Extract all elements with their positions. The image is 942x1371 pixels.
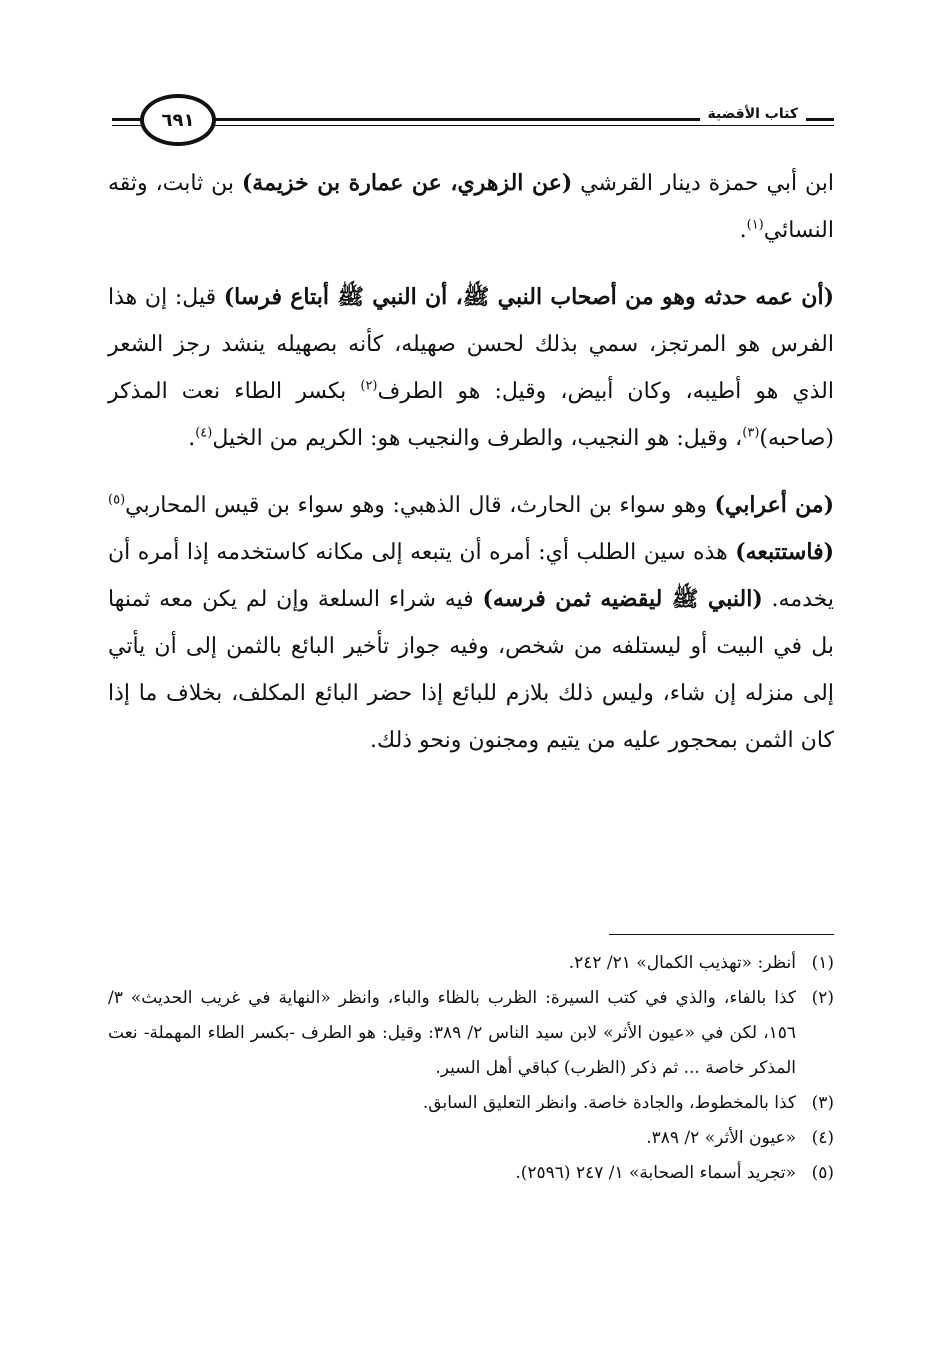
footnote-ref: (٤) [195,425,213,441]
main-text [108,160,834,784]
footnote-number: (٥) [811,1163,834,1183]
footnote-number: (٣) [811,1093,834,1113]
footnote-text: «تجريد أسماء الصحابة» ١/ ٢٤٧ (٢٥٩٦). [515,1163,796,1183]
quoted-hadith-text: (من أعرابي) [714,492,835,518]
commentary-text: فيه شراء السلعة وإن لم يكن معه ثمنها بل في البيت أو ليستلفه من شخص، وفيه جواز تأخير البائع بالثمن إلى أن يأتي إلى منزله إن شاء، وليس ذلك بلازم للبائع إذا حضر البائع المكلف، بخلاف ما إذا كان الثمن بمحجور عليه من يتيم ومجنون ونحو ذلك. [108,587,834,753]
footnote-text: كذا بالمخطوط، والجادة خاصة. وانظر التعليق السابق. [422,1093,796,1113]
footnote-ref: (٣) [742,425,760,441]
footnote-number: (٤) [811,1128,834,1148]
footnote [108,981,834,1086]
paragraph [108,482,834,764]
commentary-text: . [188,426,196,451]
footnote-number: (١) [811,953,834,973]
page-number: ٦٩١ [140,94,216,146]
footnote-text: كذا بالفاء، والذي في كتب السيرة: الظرب بالظاء والباء، وانظر «النهاية في غريب الحديث» ٣/ ١٥٦، لكن في «عيون الأثر» لابن سيد الناس ٢/ ٣٨٩: وقيل: هو الطرف -بكسر الطاء المهملة- نعت المذكر خاصة ... ثم ذكر (الظرب) كباقي أهل السير. [108,988,796,1078]
quoted-hadith-text: (عن الزهري، عن عمارة بن خزيمة) [241,170,573,196]
paragraph [108,274,834,462]
commentary-text: . [739,218,747,243]
footnote-divider [609,934,834,935]
commentary-text: بكسر الطاء نعت المذكر (صاحبه) [108,379,834,451]
paragraph [108,160,834,254]
footnote-ref: (٢) [360,378,378,394]
commentary-text: هذه سين الطلب أي: أمره أن يتبعه إلى مكانه كاستخدمه إذا أمره أن يخدمه. [108,540,835,612]
footnote-ref: (١) [746,217,764,233]
commentary-text: بن ثابت، وثقه النسائي [108,171,834,243]
footnote-text: «عيون الأثر» ٢/ ٣٨٩. [646,1128,796,1148]
footnotes [108,946,834,1191]
book-title: كتاب الأقضية [700,106,806,122]
quoted-hadith-text: (النبي ﷺ ليقضيه ثمن فرسه) [482,586,763,612]
footnote [108,1086,834,1121]
quoted-hadith-text: (فاستتبعه) [735,539,834,565]
footnote [108,1156,834,1191]
footnote [108,1121,834,1156]
commentary-text: وهو سواء بن الحارث، قال الذهبي: وهو سواء بن قيس المحاربي [125,493,715,518]
commentary-text: قيل: إن هذا الفرس هو المرتجز، سمي بذلك لحسن صهيله، كأنه بصهيله ينشد رجز الشعر الذي هو أطيبه، وكان أبيض، وقيل: هو الطرف [108,285,835,404]
page-header [112,92,834,152]
footnote-ref: (٥) [108,492,126,508]
commentary-text: ابن أبي حمزة دينار القرشي [572,171,834,196]
commentary-text: ، وقيل: هو النجيب، والطرف والنجيب هو: الكريم من الخيل [212,426,743,451]
footnote-text: أنظر: «تهذيب الكمال» ٢١/ ٢٤٢. [568,953,796,973]
quoted-hadith-text: (أن عمه حدثه وهو من أصحاب النبي ﷺ، أن النبي ﷺ أبتاع فرسا) [223,284,834,310]
footnote-number: (٢) [811,988,834,1008]
footnote [108,946,834,981]
